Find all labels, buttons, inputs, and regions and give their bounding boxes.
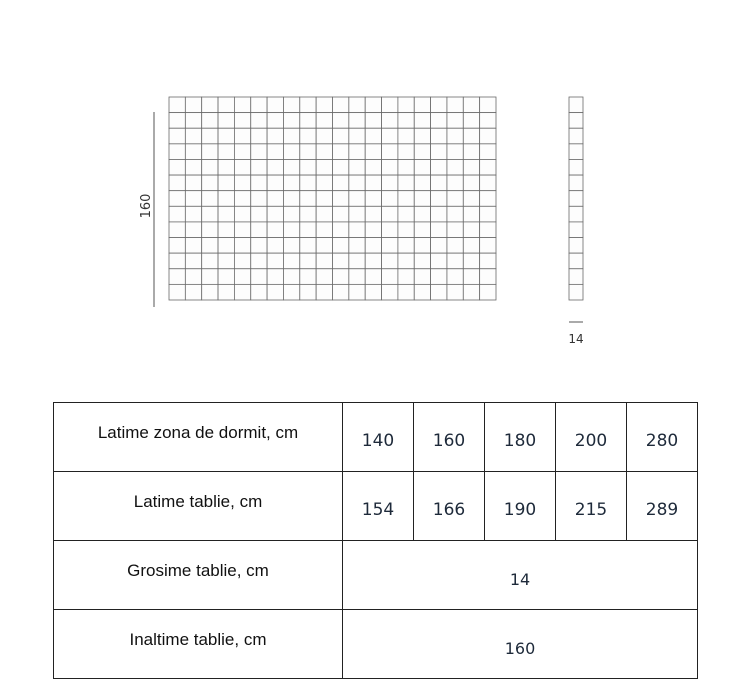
headboard-tile [398,222,414,238]
table-row [54,472,698,541]
table-cell: 166 [414,472,485,541]
headboard-tile [463,144,479,160]
headboard-tile [283,97,299,113]
headboard-tile [267,284,283,300]
headboard-tile [316,144,332,160]
headboard-tile [431,113,447,129]
headboard-tile [300,206,316,222]
headboard-tile [431,144,447,160]
headboard-tile [431,269,447,285]
headboard-tile [316,238,332,254]
headboard-tile [169,284,185,300]
headboard-tile [316,159,332,175]
headboard-tile [300,97,316,113]
table-row [54,403,698,472]
headboard-tile [169,159,185,175]
headboard-tile [283,159,299,175]
headboard-tile [398,113,414,129]
headboard-tile [398,238,414,254]
headboard-tile [333,222,349,238]
headboard-tile [463,222,479,238]
headboard-tile [447,144,463,160]
headboard-tile [431,191,447,207]
headboard-tile [218,144,234,160]
headboard-side-view [569,97,583,300]
headboard-tile [300,284,316,300]
headboard-tile [251,222,267,238]
headboard-tile [463,206,479,222]
headboard-tile [349,206,365,222]
headboard-tile [447,238,463,254]
headboard-tile [185,144,201,160]
headboard-tile [169,144,185,160]
headboard-tile [185,113,201,129]
headboard-tile [202,175,218,191]
headboard-tile [169,128,185,144]
headboard-tile [398,175,414,191]
headboard-tile [365,97,381,113]
table-cell: 180 [485,403,556,472]
headboard-tile [333,284,349,300]
headboard-tile [365,222,381,238]
headboard-tile [447,269,463,285]
headboard-tile [382,128,398,144]
headboard-tile [169,269,185,285]
headboard-tile [234,284,250,300]
headboard-tile [202,238,218,254]
headboard-tile [251,284,267,300]
headboard-tile [251,238,267,254]
headboard-tile [251,97,267,113]
headboard-tile [382,206,398,222]
headboard-tile [349,191,365,207]
headboard-tile [569,144,583,160]
headboard-tile [300,238,316,254]
headboard-tile [431,238,447,254]
headboard-tile [382,175,398,191]
headboard-tile [202,284,218,300]
headboard-tile [300,175,316,191]
headboard-tile [218,284,234,300]
headboard-tile [414,253,430,269]
headboard-tile [447,222,463,238]
headboard-tile [414,238,430,254]
headboard-tile [283,191,299,207]
table-cell: 160 [414,403,485,472]
headboard-tile [414,175,430,191]
headboard-tile [316,253,332,269]
headboard-tile [463,113,479,129]
headboard-tile [218,238,234,254]
headboard-tile [463,284,479,300]
headboard-tile [218,113,234,129]
headboard-tile [365,206,381,222]
headboard-tile [333,159,349,175]
headboard-tile [463,253,479,269]
headboard-tile [414,222,430,238]
headboard-tile [398,269,414,285]
headboard-tile [569,253,583,269]
headboard-tile [414,269,430,285]
headboard-tile [185,269,201,285]
headboard-front-view [169,97,496,300]
headboard-tile [569,222,583,238]
headboard-tile [333,175,349,191]
headboard-tile [480,144,496,160]
headboard-tile [316,222,332,238]
headboard-tile [267,113,283,129]
headboard-tile [447,191,463,207]
headboard-tile [267,253,283,269]
headboard-tile [316,97,332,113]
row-label-sleeping-width: Latime zona de dormit, cm [54,403,343,472]
headboard-tile [398,284,414,300]
headboard-tile [480,269,496,285]
headboard-tile [463,191,479,207]
headboard-tile [480,222,496,238]
headboard-tile [480,159,496,175]
headboard-tile [169,175,185,191]
headboard-tile [333,97,349,113]
headboard-tile [398,253,414,269]
headboard-tile [234,253,250,269]
headboard-tile [431,175,447,191]
headboard-tile [569,191,583,207]
headboard-tile [569,159,583,175]
headboard-tile [283,128,299,144]
headboard-tile [202,191,218,207]
table-cell: 140 [343,403,414,472]
headboard-tile [169,238,185,254]
headboard-tile [300,269,316,285]
headboard-tile [316,269,332,285]
headboard-tile [480,128,496,144]
headboard-tile [414,284,430,300]
row-label-headboard-height: Inaltime tablie, cm [54,610,343,679]
headboard-tile [349,128,365,144]
headboard-tile [185,284,201,300]
table-cell: 280 [627,403,698,472]
headboard-tile [414,113,430,129]
headboard-tile [382,97,398,113]
headboard-tile [365,175,381,191]
headboard-tile [382,222,398,238]
headboard-tile [316,284,332,300]
headboard-tile [300,159,316,175]
headboard-tile [218,97,234,113]
headboard-tile [365,191,381,207]
headboard-tile [414,191,430,207]
headboard-tile [447,284,463,300]
headboard-tile [169,191,185,207]
headboard-tile [569,206,583,222]
headboard-tile [414,206,430,222]
headboard-tile [382,284,398,300]
headboard-tile [283,113,299,129]
headboard-tile [267,159,283,175]
headboard-tile [202,128,218,144]
headboard-tile [202,144,218,160]
headboard-tile [398,97,414,113]
depth-dimension-label: 14 [568,332,584,346]
headboard-tile [267,222,283,238]
row-label-headboard-thickness: Grosime tablie, cm [54,541,343,610]
headboard-tile [463,97,479,113]
table-cell: 289 [627,472,698,541]
table-cell: 200 [556,403,627,472]
headboard-tile [480,284,496,300]
headboard-tile [234,175,250,191]
headboard-tile [202,269,218,285]
headboard-tile [202,222,218,238]
table-row [54,541,698,610]
headboard-tile [202,97,218,113]
headboard-tile [480,253,496,269]
headboard-tile [267,269,283,285]
headboard-tile [480,238,496,254]
headboard-tile [365,144,381,160]
headboard-tile [185,159,201,175]
headboard-tile [333,238,349,254]
headboard-tile [185,222,201,238]
headboard-tile [447,128,463,144]
headboard-tile [382,238,398,254]
headboard-tile [480,191,496,207]
headboard-tile [349,222,365,238]
headboard-tile [251,159,267,175]
headboard-tile [447,253,463,269]
headboard-tile [267,191,283,207]
headboard-tile [569,284,583,300]
headboard-tile [414,97,430,113]
headboard-tile [431,159,447,175]
headboard-tile [447,206,463,222]
headboard-tile [300,222,316,238]
headboard-tile [382,113,398,129]
headboard-tile [316,128,332,144]
headboard-tile [267,97,283,113]
headboard-tile [480,113,496,129]
headboard-tile [300,191,316,207]
headboard-tile [365,253,381,269]
table-row [54,610,698,679]
headboard-tile [234,97,250,113]
headboard-tile [185,97,201,113]
headboard-tile [333,206,349,222]
headboard-tile [414,144,430,160]
headboard-tile [382,269,398,285]
headboard-tile [218,253,234,269]
headboard-tile [202,113,218,129]
headboard-tile [283,253,299,269]
headboard-tile [480,97,496,113]
headboard-tile [283,284,299,300]
headboard-tile [333,144,349,160]
headboard-tile [251,175,267,191]
headboard-tile [218,222,234,238]
headboard-tile [333,253,349,269]
headboard-tile [349,284,365,300]
headboard-tile [218,191,234,207]
headboard-tile [316,113,332,129]
headboard-tile [267,175,283,191]
headboard-tile [414,159,430,175]
headboard-tile [218,128,234,144]
headboard-tile [267,128,283,144]
table-cell: 215 [556,472,627,541]
headboard-tile [316,206,332,222]
headboard-tile [251,144,267,160]
headboard-tile [569,113,583,129]
headboard-tile [349,269,365,285]
headboard-tile [234,238,250,254]
headboard-tile [218,175,234,191]
headboard-tile [569,97,583,113]
headboard-tile [202,206,218,222]
headboard-tile [398,206,414,222]
headboard-tile [333,269,349,285]
headboard-tile [202,159,218,175]
headboard-tile [349,159,365,175]
headboard-tile [382,253,398,269]
headboard-tile [300,113,316,129]
headboard-tile [283,206,299,222]
headboard-tile [234,222,250,238]
headboard-tile [234,128,250,144]
headboard-tile [251,191,267,207]
headboard-tile [316,191,332,207]
headboard-tile [169,206,185,222]
headboard-tile [463,175,479,191]
headboard-tile [447,97,463,113]
headboard-tile [431,222,447,238]
headboard-tile [169,97,185,113]
headboard-tile [349,144,365,160]
headboard-tile [185,128,201,144]
table-cell: 190 [485,472,556,541]
headboard-tile [185,238,201,254]
headboard-tile [316,175,332,191]
table-cell: 154 [343,472,414,541]
headboard-tile [251,128,267,144]
height-dimension-label: 160 [139,193,154,219]
headboard-tile [365,113,381,129]
headboard-tile [218,206,234,222]
headboard-tile [169,113,185,129]
headboard-tile [251,269,267,285]
headboard-tile [349,253,365,269]
headboard-tile [463,238,479,254]
row-label-headboard-width: Latime tablie, cm [54,472,343,541]
headboard-tile [283,144,299,160]
headboard-tile [300,144,316,160]
headboard-tile [569,269,583,285]
headboard-tile [300,253,316,269]
headboard-tile [463,159,479,175]
headboard-tile [569,238,583,254]
headboard-tile [234,159,250,175]
headboard-tile [283,175,299,191]
headboard-tile [349,97,365,113]
headboard-tile [349,238,365,254]
headboard-tile [365,238,381,254]
headboard-tile [480,175,496,191]
headboard-tile [283,269,299,285]
headboard-tile [185,206,201,222]
headboard-tile [234,206,250,222]
headboard-tile [218,159,234,175]
headboard-tile [480,206,496,222]
headboard-tile [349,175,365,191]
headboard-tile [447,113,463,129]
headboard-tile [398,144,414,160]
headboard-tile [283,238,299,254]
headboard-tile [234,191,250,207]
headboard-tile [431,97,447,113]
headboard-tile [202,253,218,269]
headboard-tile [251,113,267,129]
headboard-tile [185,175,201,191]
headboard-tile [218,269,234,285]
headboard-tile [431,128,447,144]
headboard-tile [185,191,201,207]
headboard-tile [414,128,430,144]
headboard-tile [169,222,185,238]
headboard-tile [431,284,447,300]
table-cell: 160 [343,610,698,679]
headboard-tile [300,128,316,144]
headboard-tile [398,159,414,175]
headboard-tile [333,128,349,144]
headboard-tile [267,144,283,160]
headboard-tile [447,175,463,191]
headboard-tile [431,206,447,222]
headboard-tile [251,206,267,222]
headboard-tile [267,238,283,254]
headboard-tile [169,253,185,269]
headboard-tile [234,269,250,285]
headboard-tile [365,269,381,285]
table-cell: 14 [343,541,698,610]
headboard-tile [569,128,583,144]
headboard-tile [382,191,398,207]
headboard-tile [365,159,381,175]
headboard-tile [267,206,283,222]
headboard-tile [398,128,414,144]
headboard-tile [234,113,250,129]
headboard-tile [283,222,299,238]
headboard-tile [431,253,447,269]
headboard-tile [569,175,583,191]
headboard-tile [185,253,201,269]
headboard-tile [234,144,250,160]
headboard-tile [382,159,398,175]
headboard-tile [447,159,463,175]
headboard-tile [463,128,479,144]
headboard-tile [365,284,381,300]
headboard-tile [333,113,349,129]
headboard-tile [251,253,267,269]
headboard-tile [398,191,414,207]
headboard-tile [333,191,349,207]
headboard-tile [463,269,479,285]
headboard-tile [382,144,398,160]
dimensions-table [53,402,698,679]
headboard-tile [365,128,381,144]
headboard-tile [349,113,365,129]
